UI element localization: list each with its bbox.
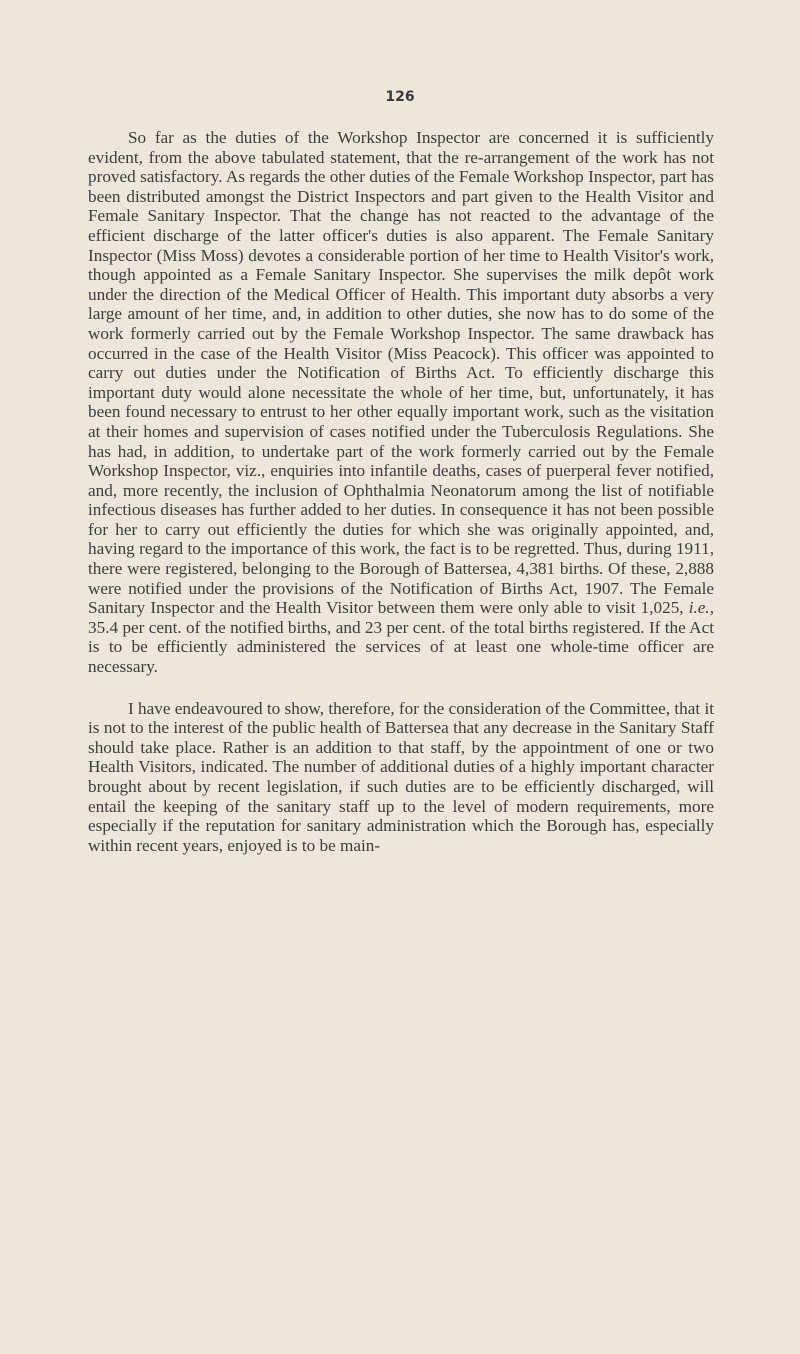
body-text xyxy=(88,128,714,855)
paragraph-workshop-inspector-duties xyxy=(88,128,714,677)
paragraph-text-continued: , 35.4 per cent. of the notified births, and 23 per cent. of the total births registered. If the Act is to be efficiently administered the services of at least one whole-time officer are necessary. xyxy=(88,598,714,677)
italic-abbreviation: i.e. xyxy=(688,598,710,618)
paragraph-sanitary-staff-conclusion xyxy=(88,699,714,856)
paragraph-text: I have endeavoured to show, therefore, for the consideration of the Committee, that it is not to the interest of the public health of Battersea that any decrease in the Sanitary Staff should take place. Rather is an addition to that staff, by the appointment of one or two Health Visitors, indicated. The number of additional duties of a highly important character brought about by recent legislation, if such duties are to be efficiently discharged, will entail the keeping of the sanitary staff up to the level of modern requirements, more especially if the reputation for sanitary administration which the Borough has, especially within recent years, enjoyed is to be main- xyxy=(88,698,714,855)
page-number: 126 xyxy=(385,89,415,105)
paragraph-text: So far as the duties of the Workshop Inspector are concerned it is sufficiently evident, from the above tabulated statement, that the re-arrangement of the work has not proved satisfactory. As regards the other duties of the Female Workshop Inspector, part has been distributed amongst the District Inspectors and part given to the Health Visitor and Female Sanitary Inspector. That the change has not reacted to the advantage of the efficient discharge of the latter officer's duties is also apparent. The Female Sanitary Inspector (Miss Moss) devotes a considerable portion of her time to Health Visitor's work, though appointed as a Female Sanitary Inspector. She supervises the milk depôt work under the direction of the Medical Officer of Health. This important duty absorbs a very large amount of her time, and, in addition to other duties, she now has to do some of the work formerly carried out by the Female Workshop Inspector. The same drawback has occurred in the case of the Health Visitor (Miss Peacock). This officer was appointed to carry out duties under the Notification of Births Act. To efficiently discharge this important duty would alone necessitate the whole of her time, but, unfortunately, it has been found necessary to entrust to her other equally important work, such as the visitation at their homes and supervision of cases notified under the Tuberculosis Regulations. She has had, in addition, to undertake part of the work formerly carried out by the Female Workshop Inspector, viz., enquiries into infantile deaths, cases of puerperal fever notified, and, more recently, the inclusion of Ophthalmia Neonatorum among the list of notifiable infectious diseases has further added to her duties. In consequence it has not been possible for her to carry out efficiently the duties for which she was originally appointed, and, having regard to the importance of this work, the fact is to be regretted. Thus, during 1911, there were registered, belonging to the Borough of Battersea, 4,381 births. Of these, 2,888 were notified under the provisions of the Notification of Births Act, 1907. The Female Sanitary Inspector and the Health Visitor between them were only able to visit 1,025, xyxy=(88,128,714,618)
